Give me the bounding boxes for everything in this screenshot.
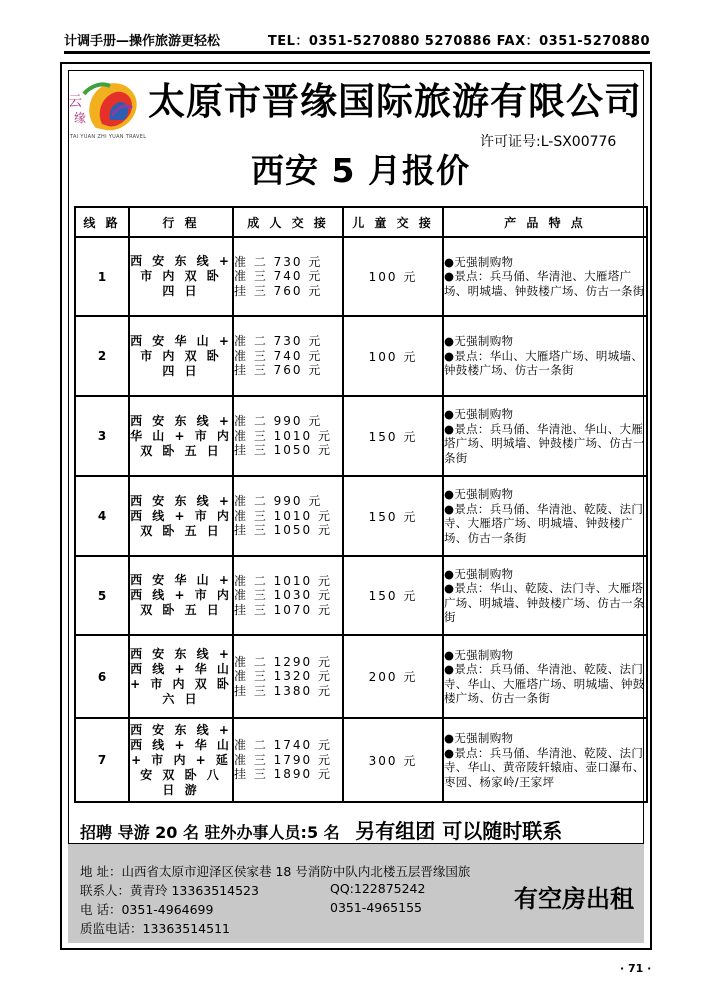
features-cell	[443, 396, 647, 476]
features-cell	[443, 718, 647, 802]
adult-price: 挂 三 1050 元	[234, 443, 332, 458]
adult-price: 挂 三 1070 元	[234, 602, 332, 617]
adult-price-cell	[233, 476, 343, 556]
table-header-row	[75, 207, 647, 237]
adult-price: 准 二 730 元	[234, 334, 323, 349]
feature-item: ●景点：兵马俑、华清池、大雁塔广场、明城墙、钟鼓楼广场、仿古一条街	[444, 269, 645, 298]
adult-price: 挂 三 760 元	[234, 283, 323, 298]
col-header-features: 产 品 特 点	[443, 207, 647, 237]
table-row	[75, 476, 647, 556]
itinerary-line: 西 安 东 线 +	[130, 254, 232, 268]
itinerary-cell	[129, 635, 233, 718]
route-no: 7	[75, 718, 129, 802]
company-logo	[66, 76, 146, 146]
svg-text:缘: 缘	[74, 111, 87, 125]
contact-panel	[68, 843, 644, 943]
adult-price: 准 二 990 元	[234, 414, 323, 429]
feature-item: ●景点：华山、乾陵、法门寺、大雁塔广场、明城墙、钟鼓楼广场、仿古一条街	[444, 581, 645, 624]
feature-item: ●无强制购物	[444, 334, 514, 349]
itinerary-line: 西 线 + 华 山	[130, 661, 232, 676]
adult-price: 挂 三 760 元	[234, 363, 323, 378]
table-row	[75, 556, 647, 635]
contact-person: 联系人：黄青玲 13363514523	[80, 883, 259, 898]
contact-phone-2: 0351-4965155	[330, 900, 422, 915]
itinerary-line: 西 安 东 线 +	[130, 646, 232, 661]
child-price: 150 元	[343, 396, 443, 476]
itinerary-line: 四 日	[162, 284, 200, 298]
itinerary-line: 市 内 双 卧	[140, 269, 222, 283]
adult-price-cell	[233, 635, 343, 718]
child-price: 200 元	[343, 635, 443, 718]
route-no: 3	[75, 396, 129, 476]
features-cell	[443, 476, 647, 556]
features-cell	[443, 316, 647, 396]
adult-price: 准 二 990 元	[234, 494, 323, 509]
col-header-route-no: 线 路	[75, 207, 129, 237]
adult-price-cell	[233, 718, 343, 802]
feature-item: ●景点：兵马俑、华清池、乾陵、法门寺、大雁塔广场、明城墙、钟鼓楼广场、仿古一条街	[444, 501, 644, 545]
itinerary-line: 西 安 东 线 +	[130, 722, 232, 737]
features-cell	[443, 635, 647, 718]
adult-price-cell	[233, 396, 343, 476]
adult-price: 准 二 1010 元	[234, 573, 332, 588]
route-no: 2	[75, 316, 129, 396]
itinerary-line: 西 线 + 市 内	[130, 508, 232, 523]
feature-item: ●景点：兵马俑、华清池、乾陵、法门寺、华山、黄帝陵轩辕庙、壶口瀑布、枣园、杨家岭/王家坪	[444, 745, 645, 789]
itinerary-line: 双 卧 五 日	[140, 523, 222, 538]
child-price: 100 元	[343, 316, 443, 396]
feature-item: ●景点：兵马俑、华清池、华山、大雁塔广场、明城墙、钟鼓楼广场、仿古一条街	[444, 421, 645, 465]
child-price: 150 元	[343, 476, 443, 556]
table-row	[75, 635, 647, 718]
adult-price: 挂 三 1380 元	[234, 683, 332, 698]
adult-price: 准 二 1740 元	[234, 738, 332, 753]
adult-price: 准 二 730 元	[234, 254, 323, 269]
itinerary-line: + 市 内 双 卧	[130, 676, 232, 691]
header-phones: TEL：0351-5270880 5270886 FAX：0351-5270880	[267, 34, 650, 49]
logo-graphic-icon	[66, 76, 146, 136]
itinerary-cell	[129, 316, 233, 396]
adult-price-cell	[233, 556, 343, 635]
itinerary-line: 西 安 华 山 +	[130, 333, 232, 348]
contact-supervision: 质监电话：13363514511	[80, 921, 230, 936]
table-row	[75, 237, 647, 316]
table-row	[75, 316, 647, 396]
feature-item: ●无强制购物	[444, 407, 514, 421]
itinerary-line: 华 山 + 市 内	[130, 428, 232, 443]
itinerary-line: 双 卧 五 日	[140, 603, 222, 617]
adult-price: 准 三 1790 元	[234, 752, 332, 767]
feature-item: ●无强制购物	[444, 731, 514, 745]
license-number: 许可证号:L-SX00776	[480, 134, 617, 150]
company-name: 太原市晋缘国际旅游有限公司	[148, 80, 642, 123]
feature-item: ●无强制购物	[444, 254, 514, 269]
col-header-child: 儿 童 交 接	[343, 207, 443, 237]
adult-price: 准 三 740 元	[234, 348, 323, 363]
page-number: · 71 ·	[620, 962, 652, 975]
feature-item: ●无强制购物	[444, 566, 514, 581]
adult-price: 准 三 1030 元	[234, 588, 332, 603]
itinerary-line: 双 卧 五 日	[140, 443, 222, 458]
itinerary-cell	[129, 556, 233, 635]
itinerary-line: 西 线 + 市 内	[130, 588, 232, 602]
header-tagline: 计调手册—操作旅游更轻松	[64, 34, 221, 49]
col-header-itinerary: 行 程	[129, 207, 233, 237]
adult-price: 挂 三 1890 元	[234, 767, 332, 782]
itinerary-line: 六 日	[162, 691, 200, 706]
contact-address: 地 址：山西省太原市迎泽区侯家巷 18 号消防中队内北楼五层晋缘国旅	[80, 864, 471, 879]
adult-price: 准 三 1010 元	[234, 508, 332, 523]
adult-price: 挂 三 1050 元	[234, 523, 332, 538]
vacancy-notice: 有空房出租	[514, 885, 634, 913]
itinerary-line: 日 游	[162, 782, 200, 797]
route-no: 6	[75, 635, 129, 718]
adult-price: 准 三 1320 元	[234, 669, 332, 684]
itinerary-line: + 市 内 + 延	[131, 752, 231, 767]
feature-item: ●无强制购物	[444, 487, 514, 501]
feature-item: ●景点：兵马俑、华清池、乾陵、法门寺、华山、大雁塔广场、明城墙、钟鼓楼广场、仿古一条街	[444, 662, 645, 705]
features-cell	[443, 556, 647, 635]
col-header-adult: 成 人 交 接	[233, 207, 343, 237]
adult-price: 准 二 1290 元	[234, 654, 332, 669]
contact-qq: QQ:122875242	[330, 881, 426, 896]
logo-brand-text: TAI YUAN ZHI YUAN TRAVEL	[70, 134, 147, 140]
recruitment-positions: 招聘 导游 20 名 驻外办事人员:5 名	[80, 823, 340, 842]
contact-phone: 电 话：0351-4964699	[80, 902, 214, 917]
route-no: 5	[75, 556, 129, 635]
recruitment-notice	[80, 815, 562, 844]
itinerary-line: 安 双 卧 八	[140, 767, 222, 782]
page-title: 西安 5 月报价	[251, 151, 470, 190]
route-no: 1	[75, 237, 129, 316]
running-header	[64, 33, 650, 54]
table-row	[75, 718, 647, 802]
itinerary-cell	[129, 396, 233, 476]
itinerary-line: 西 线 + 华 山	[130, 737, 232, 752]
svg-text:云: 云	[68, 94, 82, 110]
adult-price-cell	[233, 316, 343, 396]
child-price: 100 元	[343, 237, 443, 316]
adult-price: 准 三 740 元	[234, 269, 323, 284]
adult-price-cell	[233, 237, 343, 316]
itinerary-line: 西 安 华 山 +	[130, 573, 232, 587]
child-price: 150 元	[343, 556, 443, 635]
feature-item: ●无强制购物	[444, 647, 514, 662]
itinerary-cell	[129, 718, 233, 802]
group-contact-note: 另有组团 可以随时联系	[355, 819, 563, 843]
itinerary-line: 西 安 东 线 +	[130, 413, 232, 428]
feature-item: ●景点：华山、大雁塔广场、明城墙、钟鼓楼广场、仿古一条街	[444, 348, 644, 378]
price-table	[74, 206, 648, 803]
table-row	[75, 396, 647, 476]
features-cell	[443, 237, 647, 316]
adult-price: 准 三 1010 元	[234, 428, 332, 443]
itinerary-line: 西 安 东 线 +	[130, 493, 232, 508]
itinerary-cell	[129, 237, 233, 316]
itinerary-line: 市 内 双 卧	[140, 348, 222, 363]
itinerary-cell	[129, 476, 233, 556]
child-price: 300 元	[343, 718, 443, 802]
itinerary-line: 四 日	[162, 363, 200, 378]
route-no: 4	[75, 476, 129, 556]
